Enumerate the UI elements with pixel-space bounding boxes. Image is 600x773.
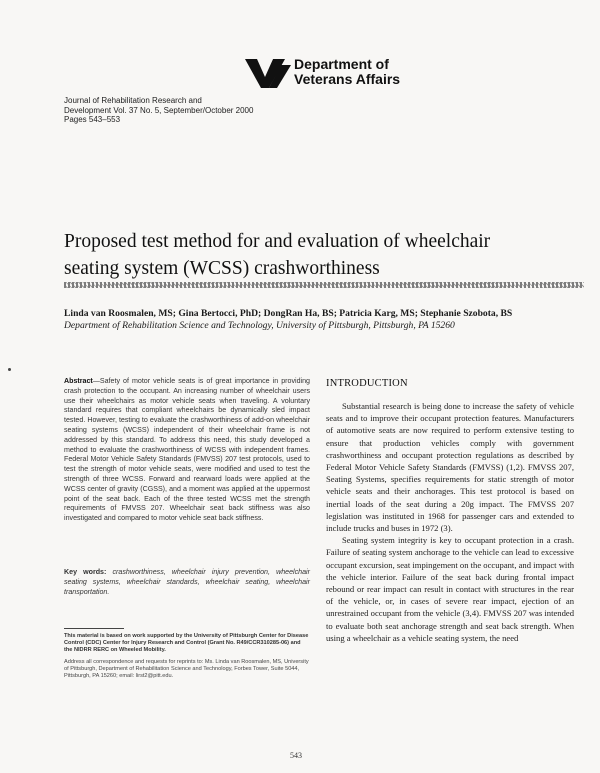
keywords-text: crashworthiness, wheelchair injury prevention, wheelchair seating systems, wheelchair standards, wheelchair seating, wheelchair transportation. <box>64 568 310 596</box>
department-name <box>294 57 400 87</box>
introduction-paragraph-1: Substantial research is being done to increase the safety of vehicle seats and to improve their occupant protection features. Manufacturers of automotive seats are now required to perform extensive testing to ensure that production vehicles comply with government crashworthiness and occupant protection regulations as described by Federal Motor Vehicle Safety Standards (FMVSS) (1,2). FMVSS 207, Seating Systems, specifies requirements for static strength of motor vehicle seats and their anchorages. This test protocol is based on inertial loads of the seat during a 20g impact. The FMVSS 207 legislation was instituted in 1968 for passenger cars and extended to include trucks and buses in 1972 (3). <box>326 401 574 534</box>
abstract-label: Abstract <box>64 377 93 385</box>
journal-pages: Pages 543–553 <box>64 115 121 124</box>
abstract-text: —Safety of motor vehicle seats is of great importance in providing crash protection to the occupant. An increasing number of wheelchair users use their wheelchairs as motor vehicle seats when traveling. A voluntary standard requires that compliant wheelchairs be dynamically sled impact tested. However, testing to evaluate the crashworthiness of add-on wheelchair seating systems (WCSS) independent of their wheelchair frame is not addressed by this standard. To address this need, this study developed a method to evaluate the crashworthiness of WCSS with independent frames. Federal Motor Vehicle Safety Standards (FMVSS) 207 test protocols, used to test the strength of motor vehicle seats, were modified and used to test the strength of three WCSS. Forward and rearward loads were applied at the WCSS center of gravity (CGSS), and a moment was applied at the uppermost point of the seat back. Each of the three tested WCSS met the strength requirements of FMVSS 207. Wheelchair seat back stiffness was also investigated and compared to motor vehicle seat back stiffness. <box>64 377 310 523</box>
author-list: Linda van Roosmalen, MS; Gina Bertocci, PhD; DongRan Ha, BS; Patricia Karg, MS; Stephanie Szobota, BS <box>64 308 513 319</box>
department-line1: Department of <box>294 56 389 72</box>
abstract <box>64 377 310 524</box>
author-affiliation: Department of Rehabilitation Science and Technology, University of Pittsburgh, Pittsburgh, PA 15260 <box>64 320 455 331</box>
va-logo-icon <box>243 55 293 91</box>
introduction-paragraph-2: Seating system integrity is key to occupant protection in a crash. Failure of seating system anchorage to the vehicle can lead to excessive occupant excursion, seat impingement on the occupant, and impact with the vehicle interior. Failure of the seat back during frontal impact rebound or rear impact can result in contact with structures in the rear of the vehicle, or, in cases of severe rear impact, ejection of an unrestrained occupant from the vehicle (3,4). FMVSS 207 was intended to evaluate both seat anchorage strength and seat back strength. When using a wheelchair as a vehicle seating system, the need <box>326 535 574 643</box>
journal-line1: Journal of Rehabilitation Research and <box>64 96 202 105</box>
department-line2: Veterans Affairs <box>294 71 401 87</box>
keywords-label: Key words: <box>64 568 107 576</box>
page-number: 543 <box>290 751 302 760</box>
article-title: Proposed test method for and evaluation of wheelchair seating system (WCSS) crashworthiness <box>64 231 491 279</box>
footnote-divider <box>64 628 124 629</box>
footnote-support: This material is based on work supported by the University of Pittsburgh Center for Disease Control (CDC) Center for Injury Research and Control (Grant No. R49/CCR310285-06) and the NIDRR RERC on Wheeled Mobility. <box>64 633 309 654</box>
margin-mark <box>8 368 11 371</box>
footnote-address: Address all correspondence and requests for reprints to: Ms. Linda van Roosmalen, MS, University of Pittsburgh, Department of Rehabilitation Science and Technology, Forbes Tower, Suite 5044, Pittsburgh, PA 15260; email: lirst2@pitt.edu. <box>64 659 309 680</box>
keywords <box>64 568 310 597</box>
title-divider <box>64 282 584 288</box>
journal-info <box>64 96 253 125</box>
introduction-heading: INTRODUCTION <box>326 378 408 389</box>
journal-line2: Development Vol. 37 No. 5, September/October 2000 <box>64 105 254 115</box>
introduction-body <box>326 400 574 644</box>
